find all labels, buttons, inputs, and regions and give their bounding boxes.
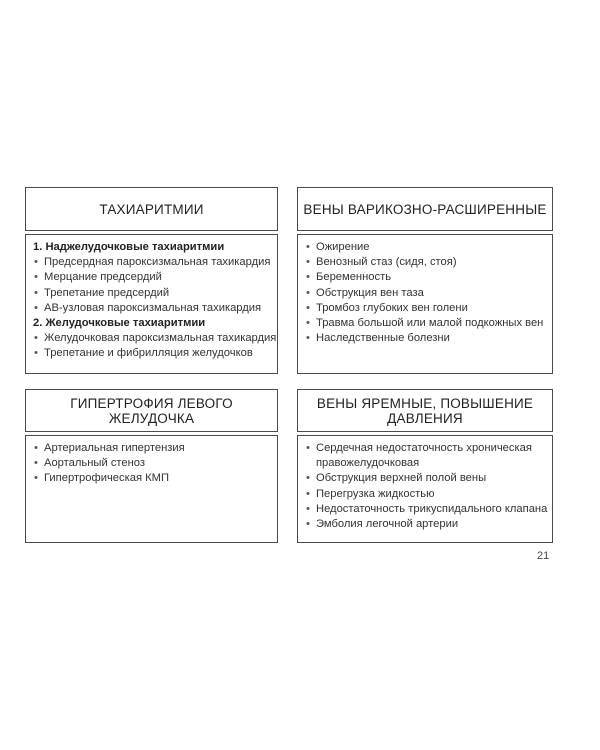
list-item: • Трепетание предсердий [33,286,271,301]
list-item: • АВ-узловая пароксизмальная тахикардия [33,301,271,316]
jugular-veins-title-box [297,389,553,432]
list-item: • Наследственные болезни [305,331,546,346]
varicose-veins-list [305,240,546,346]
list-item: • Ожирение [305,240,546,255]
jugular-veins-content-box [297,435,553,543]
list-item: • Мерцание предсердий [33,270,271,285]
lv-hypertrophy-content-box [25,435,278,543]
jugular-veins-list [305,441,546,532]
tachyarrhythmia-list [33,240,277,362]
varicose-veins-title: ВЕНЫ ВАРИКОЗНО-РАСШИРЕННЫЕ [303,201,547,217]
tachyarrhythmia-content-box [25,234,278,374]
list-item: • Недостаточность трикуспидального клапана [305,502,546,517]
list-item: • Перегрузка жидкостью [305,487,546,502]
list-item: • Травма большой или малой подкожных вен [305,316,546,331]
list-item: • Гипертрофическая КМП [33,471,271,486]
varicose-veins-content-box [297,234,553,374]
list-item: • Аортальный стеноз [33,456,271,471]
list-item: • Тромбоз глубоких вен голени [305,301,546,316]
lv-hypertrophy-title-box [25,389,278,432]
lv-hypertrophy-title: ГИПЕРТРОФИЯ ЛЕВОГО ЖЕЛУДОЧКА [70,395,233,426]
jugular-veins-title: ВЕНЫ ЯРЕМНЫЕ, ПОВЫШЕНИЕ ДАВЛЕНИЯ [316,395,534,426]
tachyarrhythmia-title: ТАХИАРИТМИИ [99,201,204,217]
tachyarrhythmia-title-box [25,187,278,231]
list-heading: 1. Наджелудочковые тахиаритмии [33,241,225,253]
list-item: • Артериальная гипертензия [33,441,271,456]
list-item: • Трепетание и фибрилляция желудочков [33,346,271,361]
varicose-veins-title-box [297,187,553,231]
list-item: • Желудочковая пароксизмальная тахикардия [33,331,271,346]
list-item: • Венозный стаз (сидя, стоя) [305,255,546,270]
list-item: • Сердечная недостаточность хроническая [305,441,546,456]
lv-hypertrophy-list [33,441,271,487]
list-item: • Обструкция верхней полой вены [305,471,546,486]
list-item: • Эмболия легочной артерии [305,517,546,532]
list-item: • Беременность [305,270,546,285]
page-number: 21 [537,550,550,562]
list-heading: 2. Желудочковые тахиаритмии [33,317,206,330]
list-item: • Предсердная пароксизмальная тахикардия [33,255,271,270]
list-item: • Обструкция вен таза [305,286,546,301]
list-item: правожелудочковая [316,457,420,470]
